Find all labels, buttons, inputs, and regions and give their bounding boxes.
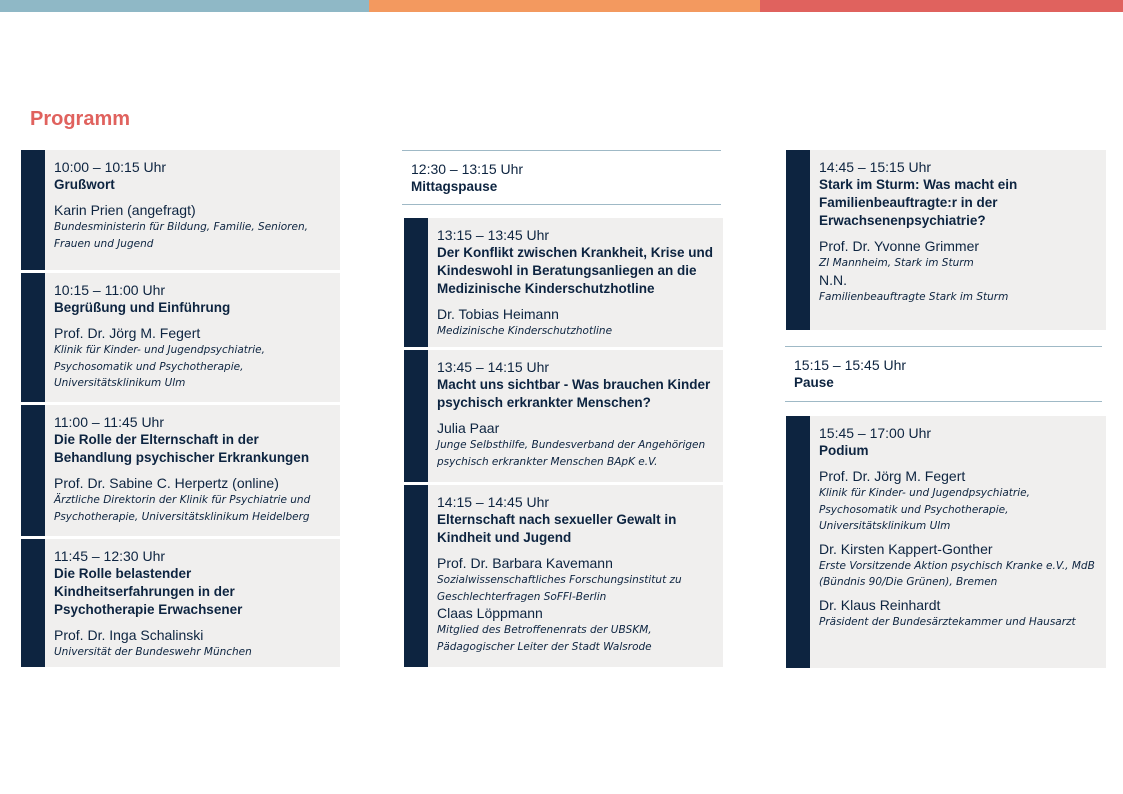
session-accent-bar (21, 150, 45, 270)
session-accent-bar (21, 273, 45, 402)
session-title: Elternschaft nach sexueller Gewalt in Kindheit und Jugend (437, 512, 677, 545)
session-time: 10:00 – 10:15 Uhr (54, 159, 167, 175)
session-card (404, 350, 723, 482)
speaker-name: Karin Prien (angefragt) (54, 202, 196, 218)
speaker-affiliation: Erste Vorsitzende Aktion psychisch Kranke e.V., MdB (Bündnis 90/Die Grünen), Bremen (819, 559, 1095, 588)
speaker-name: Prof. Dr. Sabine C. Herpertz (online) (54, 475, 279, 491)
speaker-name: Claas Löppmann (437, 605, 543, 621)
break-block (785, 346, 1102, 402)
session-accent-bar (404, 485, 428, 667)
speaker-name: Prof. Dr. Jörg M. Fegert (819, 468, 966, 484)
speaker-affiliation: Junge Selbsthilfe, Bundesverband der Angehörigen psychisch erkrankter Menschen BApK e.V. (437, 439, 706, 468)
session-title: Begrüßung und Einführung (54, 300, 231, 315)
speaker-name: Prof. Dr. Inga Schalinski (54, 627, 204, 643)
speaker-name: Dr. Klaus Reinhardt (819, 596, 941, 613)
page-title: Programm (30, 108, 131, 130)
session-time: 13:15 – 13:45 Uhr (437, 227, 550, 243)
break-title: Pause (794, 375, 834, 390)
speaker-name: Prof. Dr. Yvonne Grimmer (819, 238, 980, 254)
speaker-affiliation: Mitglied des Betroffenenrats der UBSKM, Pädagogischer Leiter der Stadt Walsrode (437, 624, 652, 653)
session-card (21, 273, 340, 402)
top-color-bar (0, 0, 1123, 12)
session-title: Der Konflikt zwischen Krankheit, Krise und Kindeswohl in Beratungsanliegen an die Medizinische Kinderschutzhotline (437, 245, 714, 296)
speaker-affiliation: Universität der Bundeswehr München (54, 646, 252, 658)
session-title: Grußwort (54, 177, 115, 192)
session-time: 11:00 – 11:45 Uhr (54, 414, 165, 430)
top-bar-segment-orange (369, 0, 760, 12)
session-title: Die Rolle der Elternschaft in der Behandlung psychischer Erkrankungen (54, 432, 310, 465)
session-title: Stark im Sturm: Was macht ein Familienbeauftragte:r in der Erwachsenenpsychiatrie? (819, 177, 1018, 228)
session-accent-bar (404, 350, 428, 482)
session-time: 13:45 – 14:15 Uhr (437, 359, 550, 375)
lunch-break-block (402, 150, 721, 205)
top-bar-segment-red (760, 0, 1123, 12)
session-title: Die Rolle belastender Kindheitserfahrungen in der Psychotherapie Erwachsener (54, 566, 243, 617)
session-card (786, 150, 1106, 330)
session-card (21, 405, 340, 536)
break-time: 12:30 – 13:15 Uhr (411, 161, 524, 177)
session-time: 14:15 – 14:45 Uhr (437, 494, 550, 510)
speaker-name: Dr. Kirsten Kappert-Gonther (819, 540, 993, 557)
session-accent-bar (21, 539, 45, 667)
speaker-name: Dr. Tobias Heimann (437, 306, 559, 322)
session-card (21, 539, 340, 667)
session-accent-bar (786, 150, 810, 330)
session-accent-bar (404, 218, 428, 347)
session-time: 11:45 – 12:30 Uhr (54, 548, 166, 564)
speaker-affiliation: Bundesministerin für Bildung, Familie, Senioren, Frauen und Jugend (54, 221, 308, 250)
speaker-affiliation: Sozialwissenschaftliches Forschungsinstitut zu Geschlechterfragen SoFFI-Berlin (437, 574, 682, 603)
speaker-affiliation: Ärztliche Direktorin der Klinik für Psychiatrie und Psychotherapie, Universitätsklinikum Heidelberg (54, 494, 311, 523)
speaker-affiliation: Familienbeauftragte Stark im Sturm (819, 290, 1009, 303)
break-title: Mittagspause (411, 179, 498, 194)
session-card (404, 485, 723, 667)
session-card (786, 416, 1106, 668)
speaker-affiliation: ZI Mannheim, Stark im Sturm (819, 257, 974, 269)
speaker-name: Prof. Dr. Barbara Kavemann (437, 555, 613, 571)
session-card (404, 218, 723, 347)
speaker-name: Prof. Dr. Jörg M. Fegert (54, 325, 201, 341)
session-time: 14:45 – 15:15 Uhr (819, 159, 932, 175)
session-title: Podium (819, 443, 869, 458)
speaker-affiliation: Medizinische Kinderschutzhotline (437, 325, 613, 337)
top-bar-segment-blue (0, 0, 369, 12)
session-time: 15:45 – 17:00 Uhr (819, 425, 932, 441)
session-card (21, 150, 340, 270)
session-accent-bar (21, 405, 45, 536)
break-time: 15:15 – 15:45 Uhr (794, 357, 907, 373)
speaker-name: Julia Paar (437, 420, 500, 436)
session-title: Macht uns sichtbar - Was brauchen Kinder psychisch erkrankter Menschen? (437, 377, 711, 410)
session-accent-bar (786, 416, 810, 668)
session-time: 10:15 – 11:00 Uhr (54, 282, 166, 298)
speaker-affiliation: Klinik für Kinder- und Jugendpsychiatrie, Psychosomatik und Psychotherapie, Universitätsklinikum Ulm (819, 487, 1030, 532)
speaker-name: N.N. (819, 271, 847, 288)
speaker-affiliation: Klinik für Kinder- und Jugendpsychiatrie, Psychosomatik und Psychotherapie, Universitätsklinikum Ulm (54, 344, 265, 389)
speaker-affiliation: Präsident der Bundesärztekammer und Hausarzt (819, 615, 1076, 628)
